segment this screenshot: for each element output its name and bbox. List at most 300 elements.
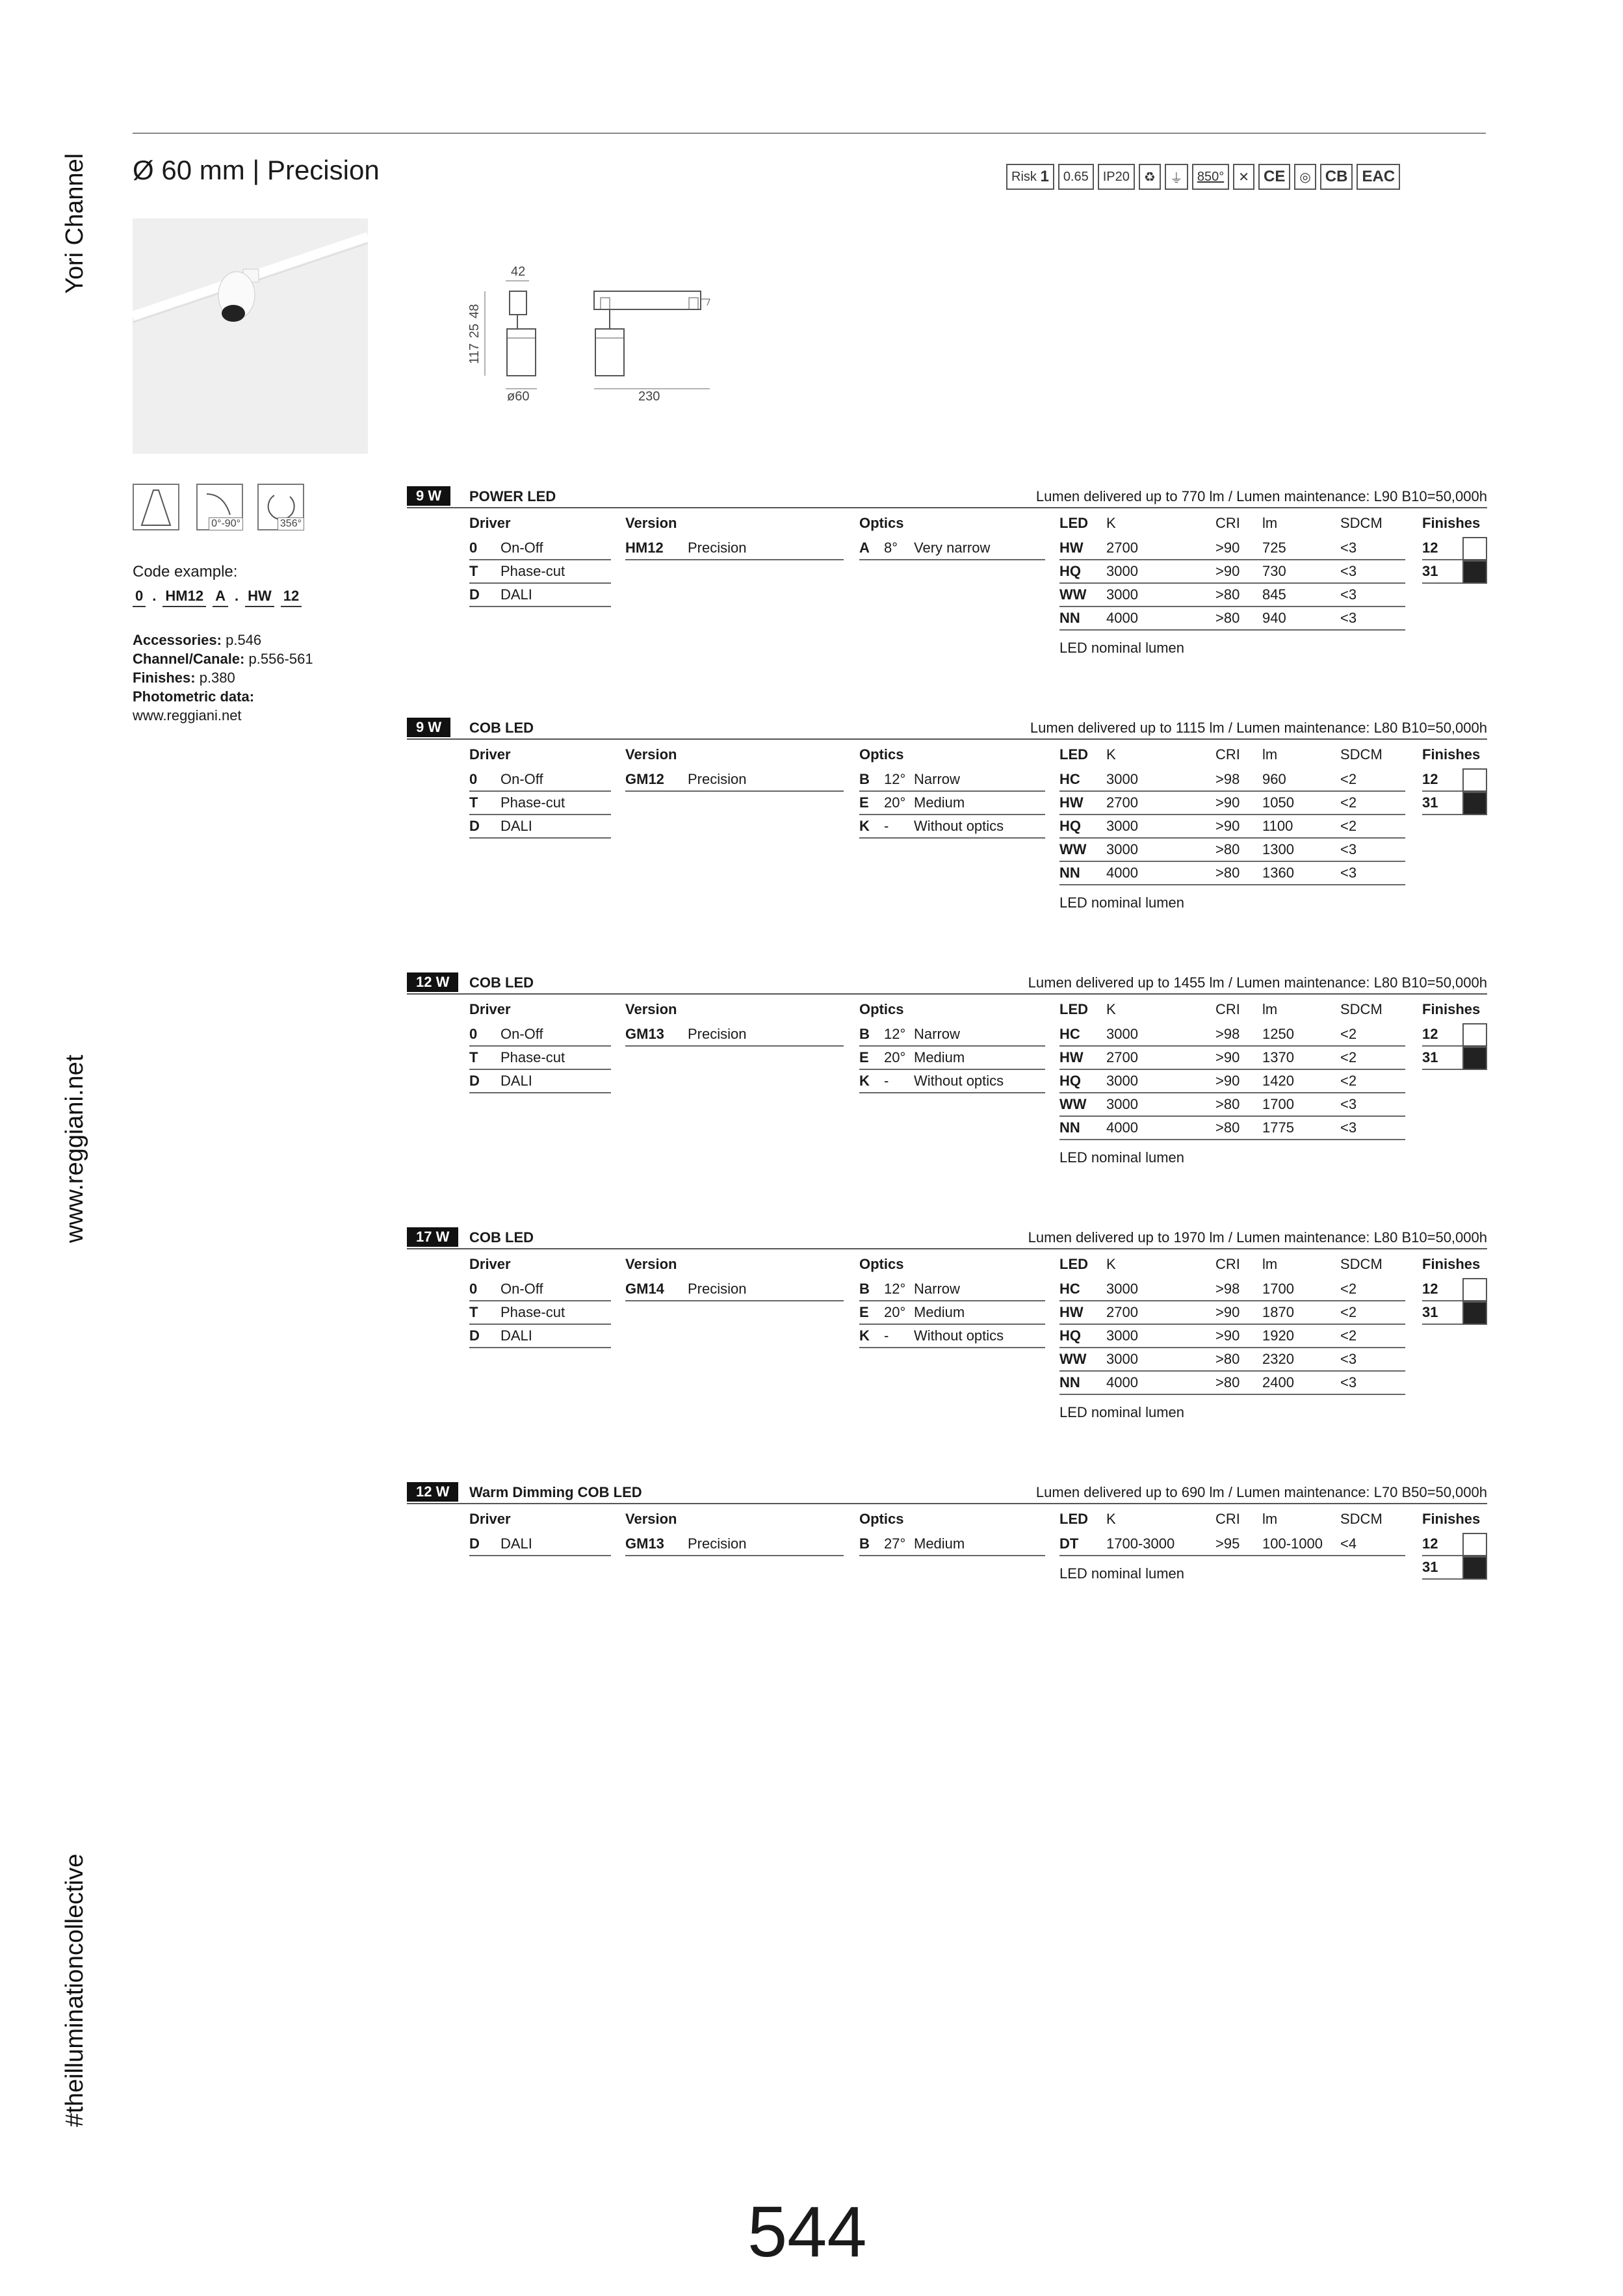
led-lm: 1870	[1262, 1304, 1294, 1320]
optics-angle: 20°	[884, 794, 906, 811]
led-option[interactable]	[1059, 1372, 1405, 1395]
dim-height-top: 48	[467, 304, 482, 319]
wattage-badge: 12 W	[407, 1482, 458, 1502]
optics-column	[859, 512, 1045, 560]
product-section	[407, 1227, 1487, 1420]
version-header: Version	[625, 1511, 677, 1527]
led-cri: >90	[1215, 1327, 1240, 1344]
driver-code: D	[469, 586, 480, 603]
led-k: 2700	[1106, 1049, 1138, 1065]
product-render-image	[133, 218, 368, 454]
optics-code: K	[859, 1073, 870, 1089]
driver-option[interactable]	[469, 1533, 611, 1556]
product-section	[407, 972, 1487, 1166]
driver-name: Phase-cut	[500, 794, 565, 811]
finish-option[interactable]	[1422, 537, 1487, 560]
channel-page[interactable]: p.556-561	[248, 651, 313, 667]
accessories-label: Accessories:	[133, 632, 222, 648]
led-sdcm: <4	[1340, 1535, 1357, 1552]
lumen-spec: Lumen delivered up to 690 lm / Lumen maintenance: L70 B50=50,000h	[1035, 1484, 1487, 1500]
lumen-spec: Lumen delivered up to 1115 lm / Lumen maintenance: L80 B10=50,000h	[1030, 720, 1487, 736]
driver-name: DALI	[500, 1073, 532, 1089]
ccc-mark: ◎	[1294, 164, 1316, 190]
optics-header: Optics	[859, 1256, 904, 1272]
led-cri: >90	[1215, 1049, 1240, 1065]
led-sdcm: <3	[1340, 1374, 1357, 1390]
version-code: GM13	[625, 1026, 664, 1042]
finish-swatch	[1462, 792, 1487, 815]
k-header: K	[1106, 1256, 1116, 1272]
k-header: K	[1106, 1511, 1116, 1527]
ip-badge	[1098, 164, 1135, 190]
led-cri: >80	[1215, 1096, 1240, 1112]
beam-symbol-icon	[133, 484, 179, 530]
led-lm: 960	[1262, 771, 1286, 787]
optics-option[interactable]	[859, 1070, 1045, 1093]
version-header: Version	[625, 1001, 677, 1017]
version-code: GM13	[625, 1535, 664, 1552]
code-part: A	[213, 588, 228, 607]
led-code: WW	[1059, 841, 1087, 857]
code-sep: .	[234, 588, 239, 604]
driver-name: DALI	[500, 1535, 532, 1552]
wattage-badge: 17 W	[407, 1227, 458, 1247]
led-k: 4000	[1106, 610, 1138, 626]
led-code: NN	[1059, 610, 1080, 626]
led-code: WW	[1059, 1096, 1087, 1112]
led-sdcm: <2	[1340, 1026, 1357, 1042]
finish-code: 12	[1422, 1535, 1438, 1552]
led-cri: >90	[1215, 540, 1240, 556]
lumen-spec: Lumen delivered up to 1455 lm / Lumen maintenance: L80 B10=50,000h	[1028, 974, 1487, 991]
driver-header: Driver	[469, 1256, 511, 1272]
led-option[interactable]	[1059, 815, 1405, 839]
led-sdcm: <2	[1340, 818, 1357, 834]
led-code: NN	[1059, 1119, 1080, 1136]
driver-option[interactable]	[469, 560, 611, 584]
optics-code: E	[859, 1049, 869, 1065]
wattage-badge: 9 W	[407, 486, 450, 506]
optics-option[interactable]	[859, 1301, 1045, 1325]
led-option[interactable]	[1059, 1117, 1405, 1140]
led-code: HW	[1059, 1304, 1084, 1320]
driver-column	[469, 1508, 611, 1556]
product-photo	[133, 218, 368, 454]
code-part: 12	[281, 588, 302, 607]
led-cri: >90	[1215, 794, 1240, 811]
version-code: HM12	[625, 540, 664, 556]
finishes-header: Finishes	[1422, 1001, 1481, 1017]
side-tag: #theilluminationcollective	[61, 1853, 88, 2127]
driver-code: T	[469, 794, 478, 811]
optics-angle: 12°	[884, 771, 906, 787]
led-sdcm: <3	[1340, 1351, 1357, 1367]
led-code: HC	[1059, 771, 1080, 787]
cert-strip	[1006, 164, 1400, 192]
cri-header: CRI	[1215, 515, 1240, 531]
led-code: HC	[1059, 1281, 1080, 1297]
driver-column	[469, 512, 611, 607]
led-lm: 100-1000	[1262, 1535, 1323, 1552]
led-cri: >90	[1215, 563, 1240, 579]
finishes-column	[1422, 998, 1487, 1070]
led-sdcm: <3	[1340, 610, 1357, 626]
photometric-link[interactable]: www.reggiani.net	[133, 707, 242, 724]
driver-code: D	[469, 818, 480, 834]
driver-option[interactable]	[469, 1278, 611, 1301]
led-header-row	[1059, 744, 1405, 768]
driver-code: T	[469, 1304, 478, 1320]
lm-header: lm	[1262, 1256, 1278, 1272]
sdcm-header: SDCM	[1340, 1256, 1383, 1272]
section-header	[407, 972, 1487, 995]
led-cri: >80	[1215, 610, 1240, 626]
finishes-column	[1422, 744, 1487, 815]
led-lm: 1775	[1262, 1119, 1294, 1136]
optics-angle: 8°	[884, 540, 898, 556]
version-name: Precision	[688, 1026, 747, 1042]
finish-code: 31	[1422, 1304, 1438, 1320]
code-example	[133, 588, 302, 607]
led-sdcm: <2	[1340, 1073, 1357, 1089]
version-code: GM14	[625, 1281, 664, 1297]
driver-option[interactable]	[469, 584, 611, 607]
ip-value: IP20	[1102, 169, 1130, 184]
finish-option[interactable]	[1422, 1301, 1487, 1325]
led-lm: 1050	[1262, 794, 1294, 811]
optics-option[interactable]	[859, 1023, 1045, 1047]
lm-header: lm	[1262, 1511, 1278, 1527]
finish-option[interactable]	[1422, 1556, 1487, 1580]
version-column	[625, 512, 844, 560]
no-insulation-icon: ✕	[1233, 164, 1254, 190]
optics-name: Without optics	[914, 1327, 1004, 1344]
driver-option[interactable]	[469, 1301, 611, 1325]
optics-code: B	[859, 1535, 870, 1552]
led-sdcm: <2	[1340, 1049, 1357, 1065]
driver-option[interactable]	[469, 1325, 611, 1348]
finish-swatch	[1462, 1301, 1487, 1325]
driver-name: On-Off	[500, 1281, 543, 1297]
k-header: K	[1106, 746, 1116, 763]
cri-header: CRI	[1215, 1001, 1240, 1017]
finish-code: 31	[1422, 563, 1438, 579]
optics-code: E	[859, 1304, 869, 1320]
led-sdcm: <3	[1340, 563, 1357, 579]
sdcm-header: SDCM	[1340, 1001, 1383, 1017]
led-option[interactable]	[1059, 560, 1405, 584]
k-header: K	[1106, 515, 1116, 531]
finish-code: 31	[1422, 1559, 1438, 1575]
wattage-badge: 9 W	[407, 718, 450, 737]
code-part: HW	[245, 588, 274, 607]
power-factor-badge	[1058, 164, 1094, 190]
sdcm-header: SDCM	[1340, 1511, 1383, 1527]
cri-header: CRI	[1215, 746, 1240, 763]
led-k: 1700-3000	[1106, 1535, 1175, 1552]
cri-header: CRI	[1215, 1256, 1240, 1272]
finishes-header: Finishes	[1422, 746, 1481, 763]
ce-mark	[1258, 164, 1290, 190]
led-k: 2700	[1106, 794, 1138, 811]
led-lm: 1420	[1262, 1073, 1294, 1089]
led-lm: 940	[1262, 610, 1286, 626]
optics-name: Medium	[914, 794, 965, 811]
led-k: 3000	[1106, 1026, 1138, 1042]
led-k: 3000	[1106, 841, 1138, 857]
driver-header: Driver	[469, 746, 511, 763]
optics-option[interactable]	[859, 1533, 1045, 1556]
led-option[interactable]	[1059, 584, 1405, 607]
driver-header: Driver	[469, 1511, 511, 1527]
version-header: Version	[625, 1256, 677, 1272]
led-header: LED	[1059, 1256, 1088, 1272]
led-family: COB LED	[469, 720, 534, 736]
optics-angle: 20°	[884, 1304, 906, 1320]
finish-code: 12	[1422, 771, 1438, 787]
led-lm: 845	[1262, 586, 1286, 603]
led-option[interactable]	[1059, 1093, 1405, 1117]
led-family: COB LED	[469, 1229, 534, 1246]
lumen-spec: Lumen delivered up to 770 lm / Lumen maintenance: L90 B10=50,000h	[1035, 488, 1487, 504]
finish-option[interactable]	[1422, 560, 1487, 584]
driver-code: D	[469, 1073, 480, 1089]
led-lm: 1370	[1262, 1049, 1294, 1065]
page-title: Ø 60 mm | Precision	[133, 155, 380, 185]
led-nominal-note: LED nominal lumen	[1059, 1404, 1184, 1420]
led-code: HW	[1059, 1049, 1084, 1065]
version-option[interactable]	[625, 1278, 844, 1301]
dim-height-total: 117	[467, 343, 482, 364]
led-option[interactable]	[1059, 537, 1405, 560]
driver-name: On-Off	[500, 1026, 543, 1042]
led-k: 4000	[1106, 865, 1138, 881]
version-name: Precision	[688, 540, 747, 556]
optics-name: Without optics	[914, 818, 1004, 834]
wattage-badge: 12 W	[407, 972, 458, 992]
code-example-title: Code example:	[133, 563, 238, 581]
optics-option[interactable]	[859, 1047, 1045, 1070]
finishes-page[interactable]: p.380	[199, 670, 235, 686]
references	[133, 631, 313, 725]
led-option[interactable]	[1059, 1348, 1405, 1372]
finish-option[interactable]	[1422, 1533, 1487, 1556]
driver-name: DALI	[500, 586, 532, 603]
led-cri: >98	[1215, 771, 1240, 787]
led-option[interactable]	[1059, 839, 1405, 862]
led-nominal-note: LED nominal lumen	[1059, 1149, 1184, 1166]
led-option[interactable]	[1059, 1533, 1405, 1556]
driver-option[interactable]	[469, 537, 611, 560]
version-option[interactable]	[625, 768, 844, 792]
finish-swatch	[1462, 1023, 1487, 1047]
optics-name: Without optics	[914, 1073, 1004, 1089]
rotation-label: 356°	[278, 517, 304, 530]
optics-option[interactable]	[859, 768, 1045, 792]
version-column	[625, 744, 844, 792]
optics-code: E	[859, 794, 869, 811]
section-header	[407, 718, 1487, 740]
finishes-header: Finishes	[1422, 1511, 1481, 1527]
led-header-row	[1059, 1508, 1405, 1533]
led-column	[1059, 744, 1405, 915]
led-code: HW	[1059, 794, 1084, 811]
led-code: WW	[1059, 586, 1087, 603]
led-option[interactable]	[1059, 1301, 1405, 1325]
led-k: 3000	[1106, 818, 1138, 834]
led-option[interactable]	[1059, 768, 1405, 792]
version-option[interactable]	[625, 1533, 844, 1556]
optics-code: B	[859, 1281, 870, 1297]
side-url[interactable]: www.reggiani.net	[61, 1054, 88, 1243]
driver-option[interactable]	[469, 1023, 611, 1047]
led-k: 3000	[1106, 1096, 1138, 1112]
led-lm: 2400	[1262, 1374, 1294, 1390]
led-cri: >80	[1215, 586, 1240, 603]
driver-option[interactable]	[469, 1070, 611, 1093]
led-lm: 1250	[1262, 1026, 1294, 1042]
lm-header: lm	[1262, 746, 1278, 763]
version-option[interactable]	[625, 1023, 844, 1047]
optics-header: Optics	[859, 515, 904, 531]
led-option[interactable]	[1059, 607, 1405, 631]
optics-name: Medium	[914, 1304, 965, 1320]
version-header: Version	[625, 746, 677, 763]
dim-diameter: ø60	[507, 389, 530, 404]
optics-angle: 27°	[884, 1535, 906, 1552]
optics-angle: 12°	[884, 1281, 906, 1297]
driver-code: 0	[469, 771, 478, 787]
optics-name: Narrow	[914, 1281, 960, 1297]
cb-mark	[1320, 164, 1353, 190]
optics-column	[859, 998, 1045, 1093]
led-option[interactable]	[1059, 1325, 1405, 1348]
led-sdcm: <2	[1340, 1281, 1357, 1297]
led-lm: 730	[1262, 563, 1286, 579]
led-header: LED	[1059, 746, 1088, 763]
risk-num: 1	[1040, 168, 1049, 185]
glow-wire-value: 850°	[1197, 169, 1225, 184]
led-cri: >80	[1215, 1119, 1240, 1136]
led-header: LED	[1059, 1511, 1088, 1527]
led-sdcm: <3	[1340, 540, 1357, 556]
product-section	[407, 486, 1487, 656]
dim-height-mid: 25	[467, 323, 482, 339]
driver-option[interactable]	[469, 792, 611, 815]
driver-code: 0	[469, 540, 478, 556]
optics-code: B	[859, 1026, 870, 1042]
optics-name: Very narrow	[914, 540, 991, 556]
finish-option[interactable]	[1422, 1023, 1487, 1047]
led-option[interactable]	[1059, 1047, 1405, 1070]
finishes-header: Finishes	[1422, 1256, 1481, 1272]
finish-option[interactable]	[1422, 768, 1487, 792]
led-code: HQ	[1059, 1073, 1081, 1089]
led-header-row	[1059, 1253, 1405, 1278]
optics-option[interactable]	[859, 792, 1045, 815]
led-option[interactable]	[1059, 1023, 1405, 1047]
tilt-label: 0°-90°	[209, 517, 243, 530]
led-code: HQ	[1059, 818, 1081, 834]
optics-angle: -	[884, 818, 889, 834]
led-code: HC	[1059, 1026, 1080, 1042]
finish-swatch	[1462, 1556, 1487, 1580]
led-cri: >90	[1215, 1073, 1240, 1089]
led-option[interactable]	[1059, 862, 1405, 885]
driver-header: Driver	[469, 1001, 511, 1017]
eac-mark	[1357, 164, 1400, 190]
led-k: 3000	[1106, 1327, 1138, 1344]
driver-option[interactable]	[469, 1047, 611, 1070]
optics-option[interactable]	[859, 1325, 1045, 1348]
led-option[interactable]	[1059, 1070, 1405, 1093]
led-k: 3000	[1106, 771, 1138, 787]
led-cri: >90	[1215, 1304, 1240, 1320]
led-option[interactable]	[1059, 792, 1405, 815]
led-sdcm: <2	[1340, 794, 1357, 811]
led-k: 2700	[1106, 540, 1138, 556]
driver-name: DALI	[500, 1327, 532, 1344]
led-code: NN	[1059, 865, 1080, 881]
led-header-row	[1059, 512, 1405, 537]
accessories-page[interactable]: p.546	[226, 632, 262, 648]
code-part: 0	[133, 588, 146, 607]
version-column	[625, 1508, 844, 1556]
led-lm: 2320	[1262, 1351, 1294, 1367]
cri-header: CRI	[1215, 1511, 1240, 1527]
optics-angle: 12°	[884, 1026, 906, 1042]
led-sdcm: <3	[1340, 1119, 1357, 1136]
side-brand: Yori Channel	[61, 153, 88, 294]
finish-option[interactable]	[1422, 1278, 1487, 1301]
driver-option[interactable]	[469, 768, 611, 792]
driver-code: 0	[469, 1281, 478, 1297]
optics-option[interactable]	[859, 1278, 1045, 1301]
led-cri: >80	[1215, 865, 1240, 881]
finishes-header: Finishes	[1422, 515, 1481, 531]
version-column	[625, 998, 844, 1047]
led-sdcm: <2	[1340, 771, 1357, 787]
led-nominal-note: LED nominal lumen	[1059, 640, 1184, 656]
lumen-spec: Lumen delivered up to 1970 lm / Lumen maintenance: L80 B10=50,000h	[1028, 1229, 1487, 1246]
optics-option[interactable]	[859, 815, 1045, 839]
led-family: POWER LED	[469, 488, 556, 504]
led-cri: >98	[1215, 1281, 1240, 1297]
led-k: 3000	[1106, 1073, 1138, 1089]
optics-option[interactable]	[859, 537, 1045, 560]
led-cri: >95	[1215, 1535, 1240, 1552]
led-code: NN	[1059, 1374, 1080, 1390]
led-lm: 725	[1262, 540, 1286, 556]
driver-name: Phase-cut	[500, 563, 565, 579]
led-option[interactable]	[1059, 1278, 1405, 1301]
finish-swatch	[1462, 537, 1487, 560]
finish-option[interactable]	[1422, 792, 1487, 815]
driver-column	[469, 744, 611, 839]
finish-option[interactable]	[1422, 1047, 1487, 1070]
code-part: HM12	[162, 588, 206, 607]
version-header: Version	[625, 515, 677, 531]
version-option[interactable]	[625, 537, 844, 560]
finish-swatch	[1462, 1278, 1487, 1301]
cb-label: CB	[1325, 168, 1348, 185]
driver-option[interactable]	[469, 815, 611, 839]
driver-code: T	[469, 1049, 478, 1065]
driver-name: Phase-cut	[500, 1304, 565, 1320]
led-code: WW	[1059, 1351, 1087, 1367]
led-sdcm: <2	[1340, 1327, 1357, 1344]
version-name: Precision	[688, 771, 747, 787]
